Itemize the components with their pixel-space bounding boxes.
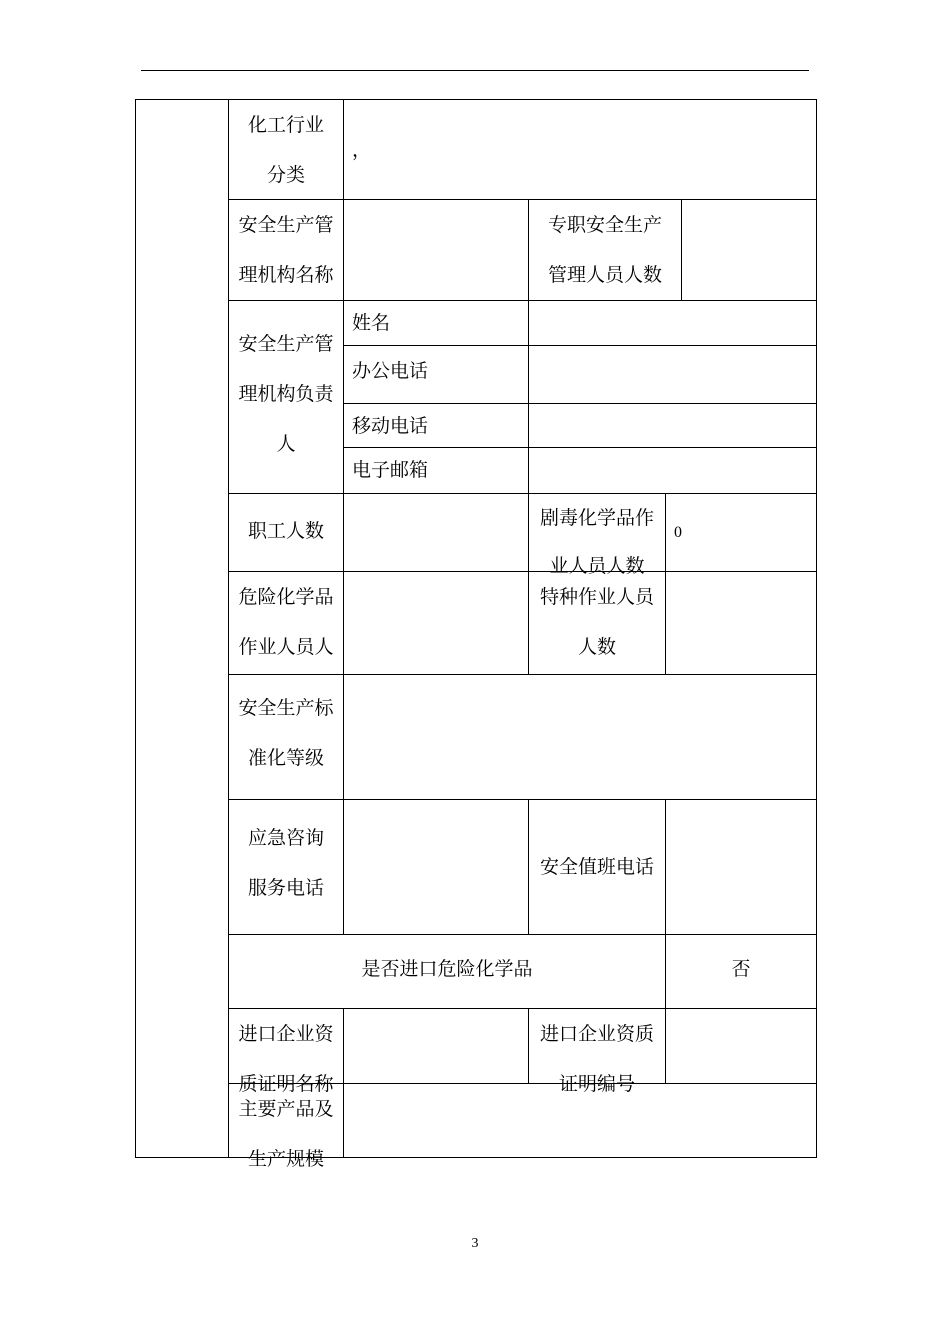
- import-qualification-name-label: [228, 1008, 344, 1095]
- head-name-label: [343, 300, 529, 346]
- label-line: 理机构名称: [238, 264, 334, 286]
- label-line: 理机构负责: [238, 383, 334, 405]
- imports-hazardous-chem-label: [228, 934, 666, 1009]
- safety-dept-name-value[interactable]: [343, 199, 529, 301]
- head-office-phone-label: [343, 345, 529, 404]
- safety-duty-phone-label: [528, 799, 666, 935]
- employee-count-value[interactable]: [343, 493, 529, 572]
- label-line: 安全生产管: [238, 333, 334, 355]
- head-email-value[interactable]: [528, 447, 817, 494]
- label-line: 进口企业资质: [539, 1023, 654, 1045]
- left-margin-column: [135, 99, 229, 1158]
- label-text: 安全值班电话: [539, 856, 654, 878]
- fulltime-safety-staff-value[interactable]: [681, 199, 817, 301]
- label-text: 职工人数: [247, 520, 324, 542]
- import-qualification-name-value[interactable]: [343, 1008, 529, 1084]
- label-line: 进口企业资: [238, 1023, 334, 1045]
- field-value: ，: [352, 139, 372, 161]
- special-operation-workers-value[interactable]: [665, 571, 817, 675]
- field-value: 否: [731, 958, 751, 980]
- page-number: 3: [471, 1236, 479, 1251]
- import-qualification-number-label: [528, 1008, 666, 1095]
- imports-hazardous-chem-value[interactable]: [665, 934, 817, 1009]
- label-line: 生产规模: [247, 1148, 324, 1170]
- head-mobile-label: [343, 403, 529, 448]
- label-line: 人: [276, 433, 296, 455]
- label-line: 剧毒化学品作: [539, 507, 654, 529]
- label-line: 主要产品及: [238, 1098, 334, 1120]
- label-line: 专职安全生产: [547, 214, 662, 236]
- label-line: 安全生产标: [238, 697, 334, 719]
- safety-duty-phone-value[interactable]: [665, 799, 817, 935]
- label-text: 姓名: [352, 312, 391, 334]
- label-text: 办公电话: [352, 360, 429, 382]
- label-line: 分类: [266, 164, 305, 186]
- label-line: 质证明名称: [238, 1073, 334, 1095]
- import-qualification-number-value[interactable]: [665, 1008, 817, 1084]
- chemical-industry-category-label: [228, 99, 344, 200]
- header-rule: [141, 70, 809, 71]
- label-line: 作业人员人: [238, 636, 334, 658]
- head-email-label: [343, 447, 529, 494]
- fulltime-safety-staff-label: [528, 199, 682, 301]
- toxic-chem-workers-value[interactable]: [665, 493, 817, 572]
- label-line: 证明编号: [558, 1073, 635, 1095]
- label-line: 安全生产管: [238, 214, 334, 236]
- hazardous-chem-workers-label: [228, 571, 344, 675]
- safety-dept-name-label: [228, 199, 344, 301]
- label-text: 移动电话: [352, 415, 429, 437]
- label-line: 准化等级: [247, 747, 324, 769]
- label-line: 化工行业: [247, 114, 324, 136]
- safety-dept-head-label: [228, 300, 344, 494]
- label-line: 服务电话: [247, 877, 324, 899]
- label-line: 业人员人数: [549, 555, 645, 577]
- field-value: 0: [674, 524, 682, 541]
- head-name-value[interactable]: [528, 300, 817, 346]
- label-text: 电子邮箱: [352, 459, 429, 481]
- hazardous-chem-workers-value[interactable]: [343, 571, 529, 675]
- emergency-consulting-phone-label: [228, 799, 344, 935]
- head-office-phone-value[interactable]: [528, 345, 817, 404]
- safety-standardization-level-label: [228, 674, 344, 800]
- label-text: 是否进口危险化学品: [361, 958, 533, 980]
- label-line: 危险化学品: [238, 586, 334, 608]
- chemical-industry-category-value[interactable]: [343, 99, 817, 200]
- employee-count-label: [228, 493, 344, 572]
- head-mobile-value[interactable]: [528, 403, 817, 448]
- label-line: 应急咨询: [247, 827, 324, 849]
- label-line: 管理人员人数: [547, 264, 662, 286]
- safety-standardization-level-value[interactable]: [343, 674, 817, 800]
- emergency-consulting-phone-value[interactable]: [343, 799, 529, 935]
- label-line: 人数: [577, 636, 616, 658]
- label-line: 特种作业人员: [539, 586, 654, 608]
- toxic-chem-workers-label: [528, 493, 666, 577]
